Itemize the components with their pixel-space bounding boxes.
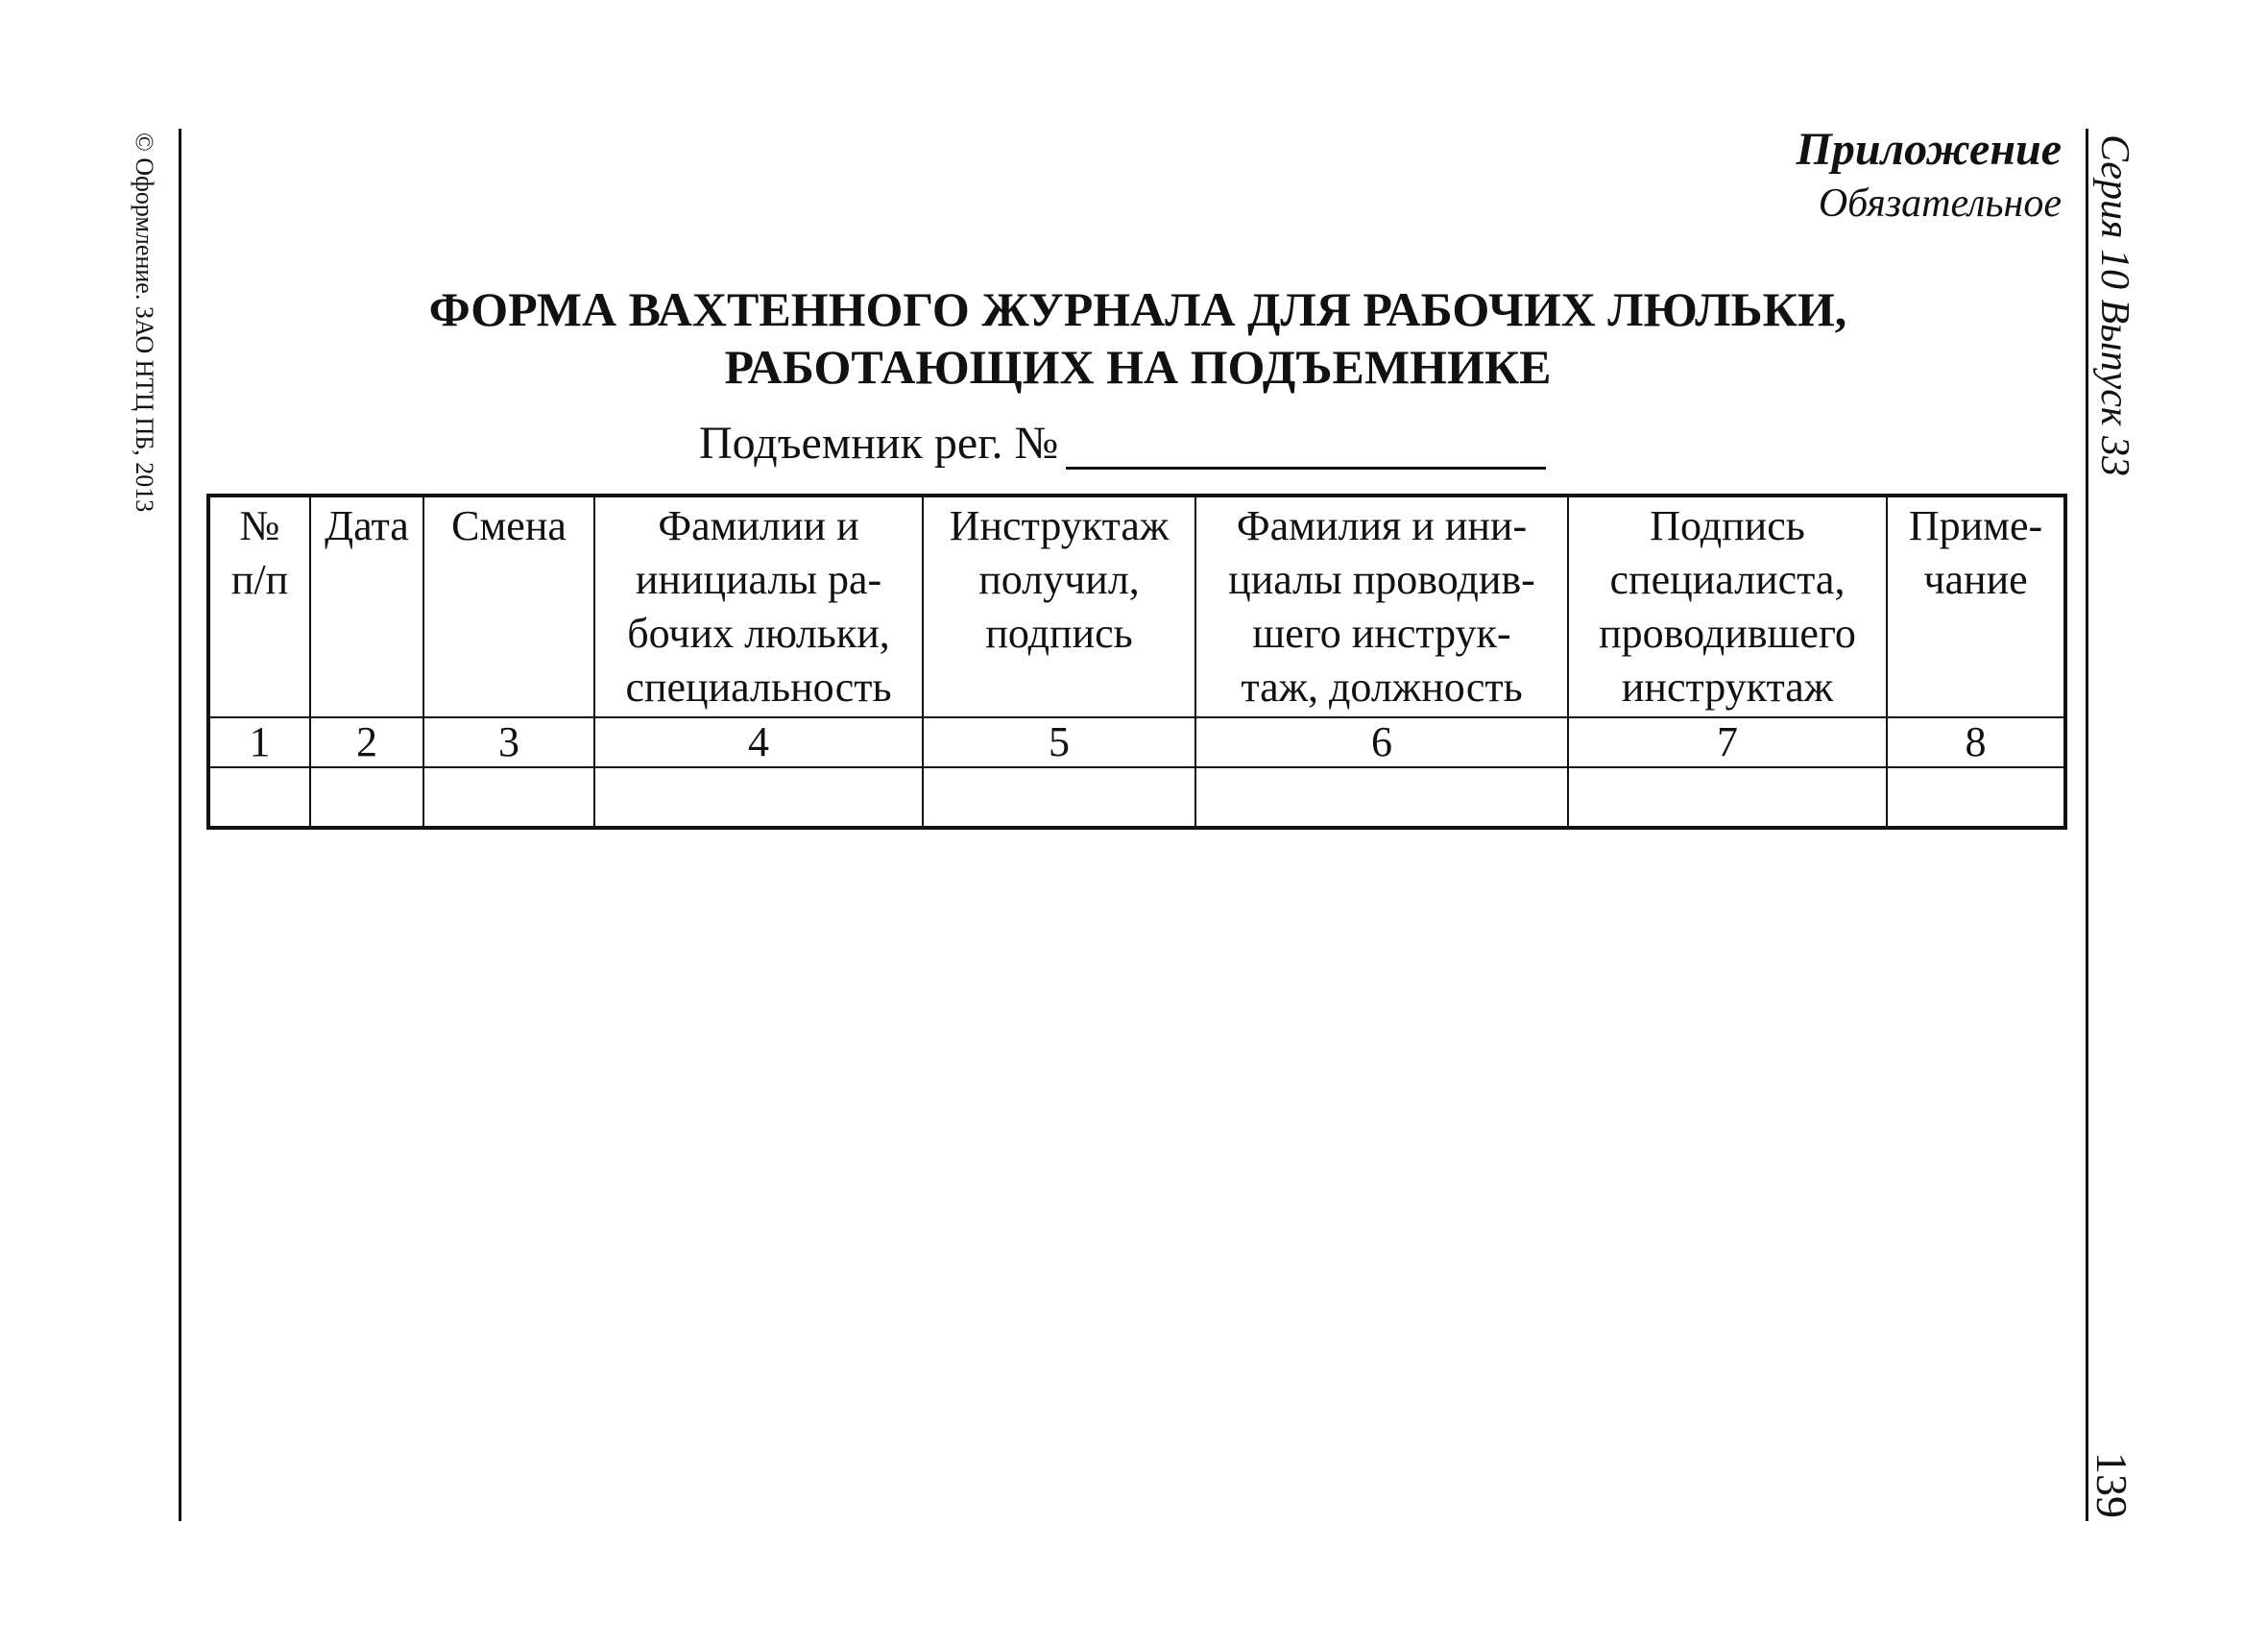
header-cell-specialist-signature: Подпись специалиста, проводившего инструктаж [1568,496,1887,717]
registration-line [699,417,1546,470]
registration-label: Подъемник рег. № [699,418,1059,469]
entry-cell[interactable] [423,767,594,828]
entry-cell[interactable] [1195,767,1568,828]
column-number: 5 [923,717,1195,767]
appendix-subtitle: Обязательное [1818,181,2062,226]
header-cell-number: № п/п [208,496,310,717]
header-cell-briefing-received: Инструктаж получил, подпись [923,496,1195,717]
entry-row [208,767,2065,828]
header-cell-note: Приме- чание [1887,496,2065,717]
form-title-line-1: ФОРМА ВАХТЕННОГО ЖУРНАЛА ДЛЯ РАБОЧИХ ЛЮЛЬКИ, [428,282,1847,336]
header-cell-instructor: Фамилия и ини- циалы проводив- шего инструк- таж, должность [1195,496,1568,717]
entry-cell[interactable] [1887,767,2065,828]
entry-cell[interactable] [208,767,310,828]
registration-number-blank[interactable] [1066,423,1546,470]
left-margin-rule [179,129,181,1521]
header-cell-date: Дата [310,496,423,717]
appendix-title: Приложение [1796,124,2062,175]
column-number: 8 [1887,717,2065,767]
column-number: 2 [310,717,423,767]
header-row [208,496,2065,717]
header-cell-workers: Фамилии и инициалы ра- бочих люльки, специальность [594,496,923,717]
entry-cell[interactable] [923,767,1195,828]
column-number: 4 [594,717,923,767]
header-cell-shift: Смена [423,496,594,717]
copyright-note: © Оформление. ЗАО НТЦ ПБ, 2013 [131,133,158,513]
watch-journal-table [206,494,2067,830]
column-number: 7 [1568,717,1887,767]
series-label: Серия 10 Выпуск 33 [2092,134,2136,476]
column-number: 6 [1195,717,1568,767]
column-number: 1 [208,717,310,767]
page-number: 139 [2087,1452,2136,1518]
column-number-row [208,717,2065,767]
column-number: 3 [423,717,594,767]
form-title [365,280,1911,396]
entry-cell[interactable] [594,767,923,828]
entry-cell[interactable] [1568,767,1887,828]
entry-cell[interactable] [310,767,423,828]
right-margin-rule [2086,129,2088,1521]
form-title-line-2: РАБОТАЮЩИХ НА ПОДЪЕМНИКЕ [724,340,1552,394]
